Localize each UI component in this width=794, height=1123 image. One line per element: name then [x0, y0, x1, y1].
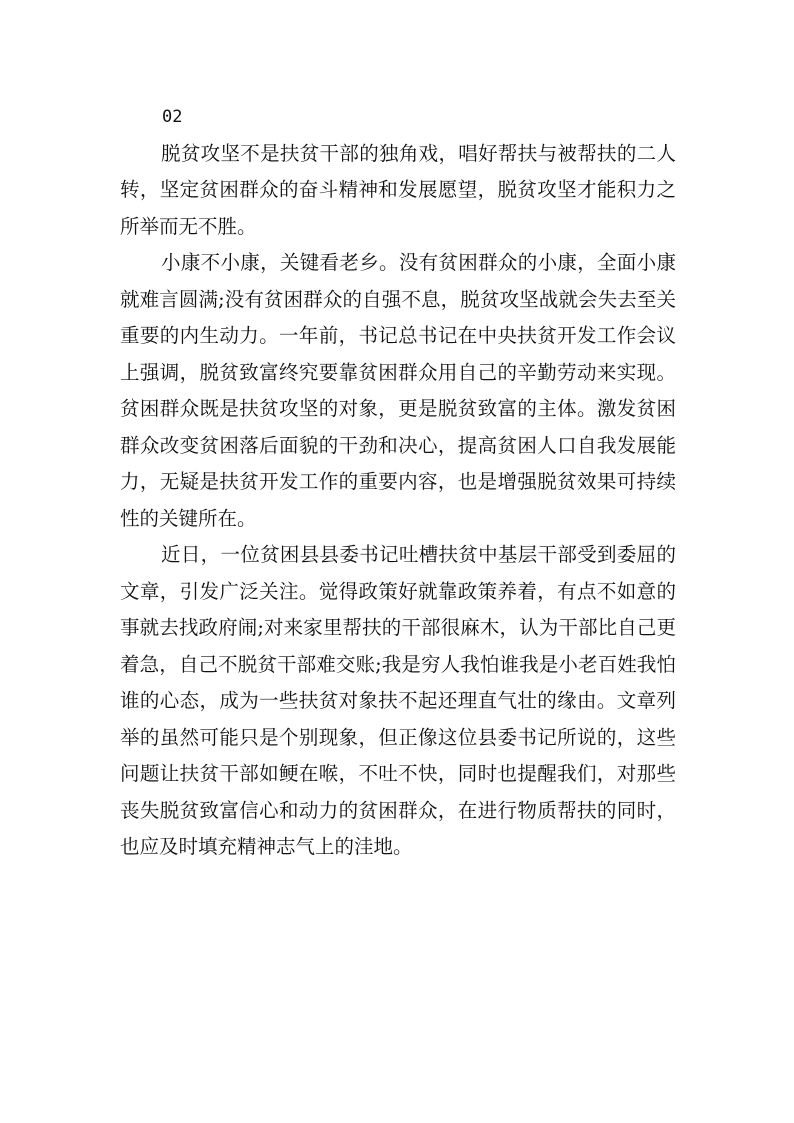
paragraph-3: 近日，一位贫困县县委书记吐槽扶贫中基层干部受到委屈的文章，引发广泛关注。觉得政策好就靠政策养着，有点不如意的事就去找政府闹;对来家里帮扶的干部很麻木，认为干部比自己更着急，自己不脱贫干部难交账;我是穷人我怕谁我是小老百姓我怕谁的心态，成为一些扶贫对象扶不起还理直气壮的缘由。文章列举的虽然可能只是个别现象，但正像这位县委书记所说的，这些问题让扶贫干部如鲠在喉，不吐不快，同时也提醒我们，对那些丧失脱贫致富信心和动力的贫困群众，在进行物质帮扶的同时，也应及时填充精神志气上的洼地。: [120, 543, 676, 858]
document-body: [120, 99, 676, 866]
section-number: 02: [162, 107, 183, 127]
paragraph-2: 小康不小康，关键看老乡。没有贫困群众的小康，全面小康就难言圆满;没有贫困群众的自强不息，脱贫攻坚战就会失去至关重要的内生动力。一年前，书记总书记在中央扶贫开发工作会议上强调，脱贫致富终究要靠贫困群众用自己的辛勤劳动来实现。贫困群众既是扶贫攻坚的对象，更是脱贫致富的主体。激发贫困群众改变贫困落后面貌的干劲和决心，提高贫困人口自我发展能力，无疑是扶贫开发工作的重要内容，也是增强脱贫效果可持续性的关键所在。: [120, 251, 676, 530]
paragraph-1: 脱贫攻坚不是扶贫干部的独角戏，唱好帮扶与被帮扶的二人转，坚定贫困群众的奋斗精神和发展愿望，脱贫攻坚才能积力之所举而无不胜。: [120, 141, 676, 238]
